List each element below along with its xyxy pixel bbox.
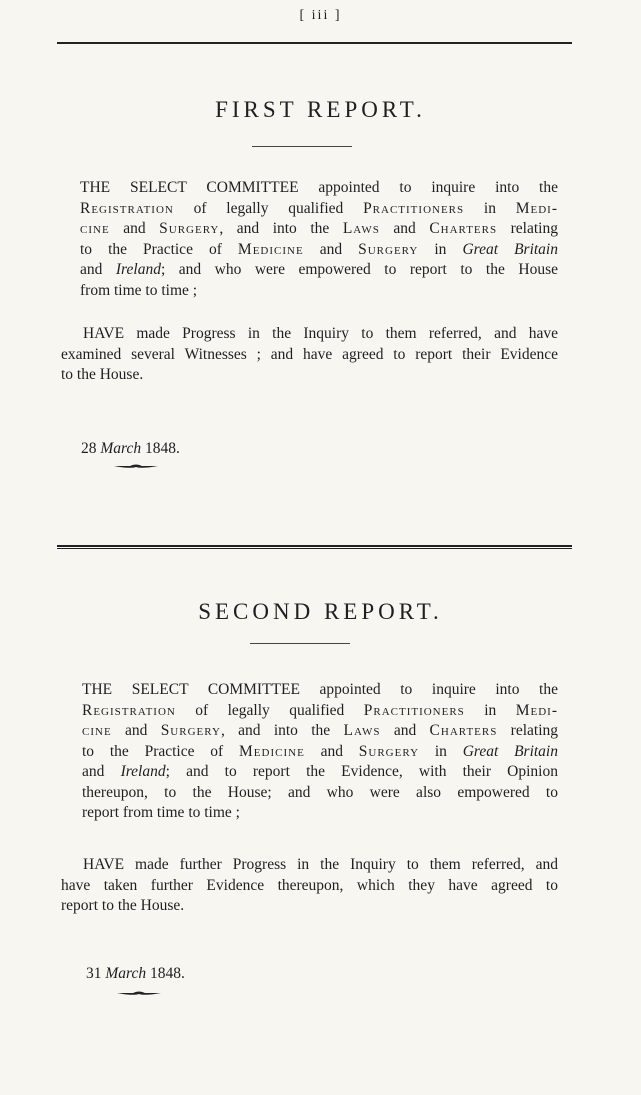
intro-line: from time to time ; (80, 281, 198, 299)
first-report-body (61, 324, 558, 386)
ornament-divider (117, 990, 161, 996)
first-report-title: FIRST REPORT. (215, 97, 426, 122)
body-line: to the House. (61, 366, 144, 383)
intro-line: cine and Surgery, and into the Laws and Charters relating (82, 722, 558, 739)
body-line: report to the House. (61, 897, 185, 914)
intro-line: cine and Surgery, and into the Laws and Charters relating (80, 220, 558, 237)
first-report-date: 28 March 1848. (81, 440, 180, 457)
intro-line: to the Practice of Medicine and Surgery in Great Britain (80, 240, 558, 258)
intro-line: Registration of legally qualified Practitioners in Medi- (82, 701, 558, 719)
page-number: [ iii ] (299, 8, 342, 23)
intro-line: Registration of legally qualified Practitioners in Medi- (80, 199, 558, 217)
second-report-title: SECOND REPORT. (198, 599, 443, 624)
body-line: HAVE made further Progress in the Inquiry to them referred, and (83, 856, 558, 873)
top-rule (57, 42, 572, 44)
second-report-body (61, 855, 558, 917)
body-line: examined several Witnesses ; and have agreed to report their Evidence (61, 345, 558, 363)
intro-line: THE SELECT COMMITTEE appointed to inquire into the (82, 681, 558, 698)
middle-rule (57, 545, 572, 547)
middle-rule-thin (57, 548, 572, 549)
intro-line: to the Practice of Medicine and Surgery in Great Britain (82, 742, 558, 760)
ornament-divider (114, 463, 158, 469)
body-line: have taken further Evidence thereupon, which they have agreed to (61, 876, 558, 894)
intro-line: report from time to time ; (82, 804, 240, 821)
second-report-intro (82, 680, 558, 824)
intro-line: and Ireland; and to report the Evidence, with their Opinion (82, 763, 558, 780)
second-report-date: 31 March 1848. (86, 965, 185, 982)
first-report-title-rule (252, 146, 352, 147)
intro-line: THE SELECT COMMITTEE appointed to inquire into the (80, 179, 558, 196)
body-line: HAVE made Progress in the Inquiry to them referred, and have (83, 325, 558, 342)
intro-line: thereupon, to the House; and who were also empowered to (82, 783, 558, 801)
first-report-intro (80, 178, 558, 301)
second-report-title-rule (250, 643, 350, 644)
intro-line: and Ireland; and who were empowered to report to the House (80, 261, 558, 278)
